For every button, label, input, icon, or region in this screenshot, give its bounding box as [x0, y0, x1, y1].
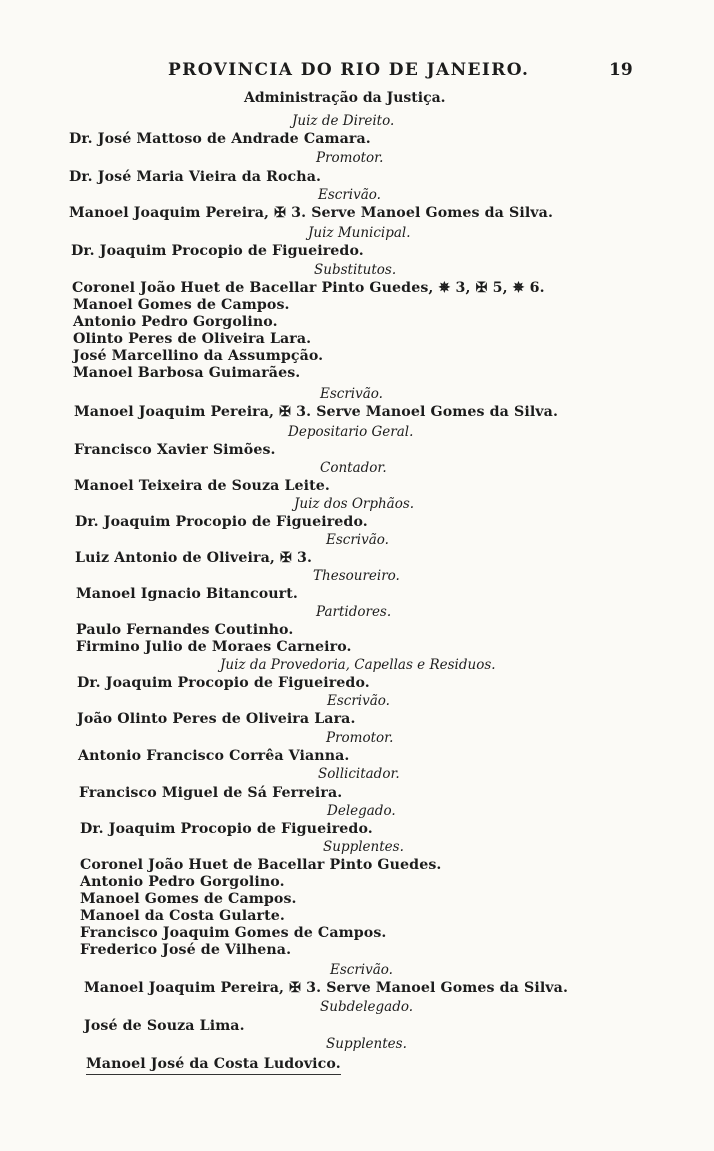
office-heading: Sollicitador.	[318, 766, 400, 782]
official-entry: João Olinto Peres de Oliveira Lara.	[77, 711, 356, 727]
official-entry: Manoel Joaquim Pereira, ✠ 3. Serve Manoel Gomes da Silva.	[84, 980, 568, 996]
official-entry: Manoel Teixeira de Souza Leite.	[74, 478, 330, 494]
office-heading: Juiz dos Orphãos.	[294, 496, 415, 512]
official-entry: Firmino Julio de Moraes Carneiro.	[76, 639, 352, 655]
official-entry: Coronel João Huet de Bacellar Pinto Guedes.	[80, 857, 442, 873]
office-heading: Supplentes.	[326, 1036, 407, 1052]
official-entry: Frederico José de Vilhena.	[80, 942, 292, 958]
running-title: PROVINCIA DO RIO DE JANEIRO.	[168, 60, 530, 80]
office-heading: Delegado.	[327, 803, 396, 819]
office-heading: Depositario Geral.	[288, 424, 414, 440]
official-entry: Manoel Joaquim Pereira, ✠ 3. Serve Manoel Gomes da Silva.	[69, 205, 553, 221]
official-entry: Dr. José Mattoso de Andrade Camara.	[69, 131, 371, 147]
official-entry: Olinto Peres de Oliveira Lara.	[73, 331, 312, 347]
official-entry: Coronel João Huet de Bacellar Pinto Guedes, ✵ 3, ✠ 5, ✵ 6.	[72, 280, 545, 296]
official-entry: Manoel José da Costa Ludovico.	[86, 1056, 341, 1075]
office-heading: Thesoureiro.	[313, 568, 400, 584]
office-heading: Promotor.	[326, 730, 394, 746]
official-entry: Antonio Francisco Corrêa Vianna.	[78, 748, 350, 764]
office-heading: Escrivão.	[318, 187, 381, 203]
official-entry: Francisco Miguel de Sá Ferreira.	[79, 785, 343, 801]
office-heading: Promotor.	[316, 150, 384, 166]
office-heading: Escrivão.	[327, 693, 390, 709]
office-heading: Supplentes.	[323, 839, 404, 855]
official-entry: Manoel Ignacio Bitancourt.	[76, 586, 298, 602]
official-entry: Antonio Pedro Gorgolino.	[80, 874, 285, 890]
official-entry: Manoel Gomes de Campos.	[80, 891, 297, 907]
office-heading: Subdelegado.	[320, 999, 414, 1015]
official-entry: Antonio Pedro Gorgolino.	[73, 314, 278, 330]
official-entry: Dr. Joaquim Procopio de Figueiredo.	[71, 243, 364, 259]
official-entry: Manoel Joaquim Pereira, ✠ 3. Serve Manoel Gomes da Silva.	[74, 404, 558, 420]
official-entry: Francisco Joaquim Gomes de Campos.	[80, 925, 387, 941]
official-entry: Paulo Fernandes Coutinho.	[76, 622, 294, 638]
official-entry: Manoel Barbosa Guimarães.	[73, 365, 301, 381]
official-entry: Francisco Xavier Simões.	[74, 442, 276, 458]
official-entry: José de Souza Lima.	[84, 1018, 245, 1034]
office-heading: Escrivão.	[330, 962, 393, 978]
official-entry: Manoel Gomes de Campos.	[73, 297, 290, 313]
official-entry: Dr. Joaquim Procopio de Figueiredo.	[80, 821, 373, 837]
section-title: Administração da Justiça.	[244, 90, 446, 106]
office-heading: Substitutos.	[314, 262, 397, 278]
office-heading: Escrivão.	[320, 386, 383, 402]
official-entry: Luiz Antonio de Oliveira, ✠ 3.	[75, 550, 312, 566]
office-heading: Juiz de Direito.	[292, 113, 395, 129]
office-heading: Escrivão.	[326, 532, 389, 548]
office-heading: Partidores.	[316, 604, 392, 620]
official-entry: Manoel da Costa Gularte.	[80, 908, 285, 924]
official-entry: Dr. Joaquim Procopio de Figueiredo.	[77, 675, 370, 691]
official-entry: José Marcellino da Assumpção.	[73, 348, 324, 364]
office-heading: Juiz da Provedoria, Capellas e Residuos.	[220, 657, 496, 673]
page-header	[0, 60, 714, 84]
page-number: 19	[609, 60, 633, 80]
official-entry: Dr. Joaquim Procopio de Figueiredo.	[75, 514, 368, 530]
official-entry: Dr. José Maria Vieira da Rocha.	[69, 169, 322, 185]
office-heading: Juiz Municipal.	[308, 225, 411, 241]
office-heading: Contador.	[320, 460, 387, 476]
